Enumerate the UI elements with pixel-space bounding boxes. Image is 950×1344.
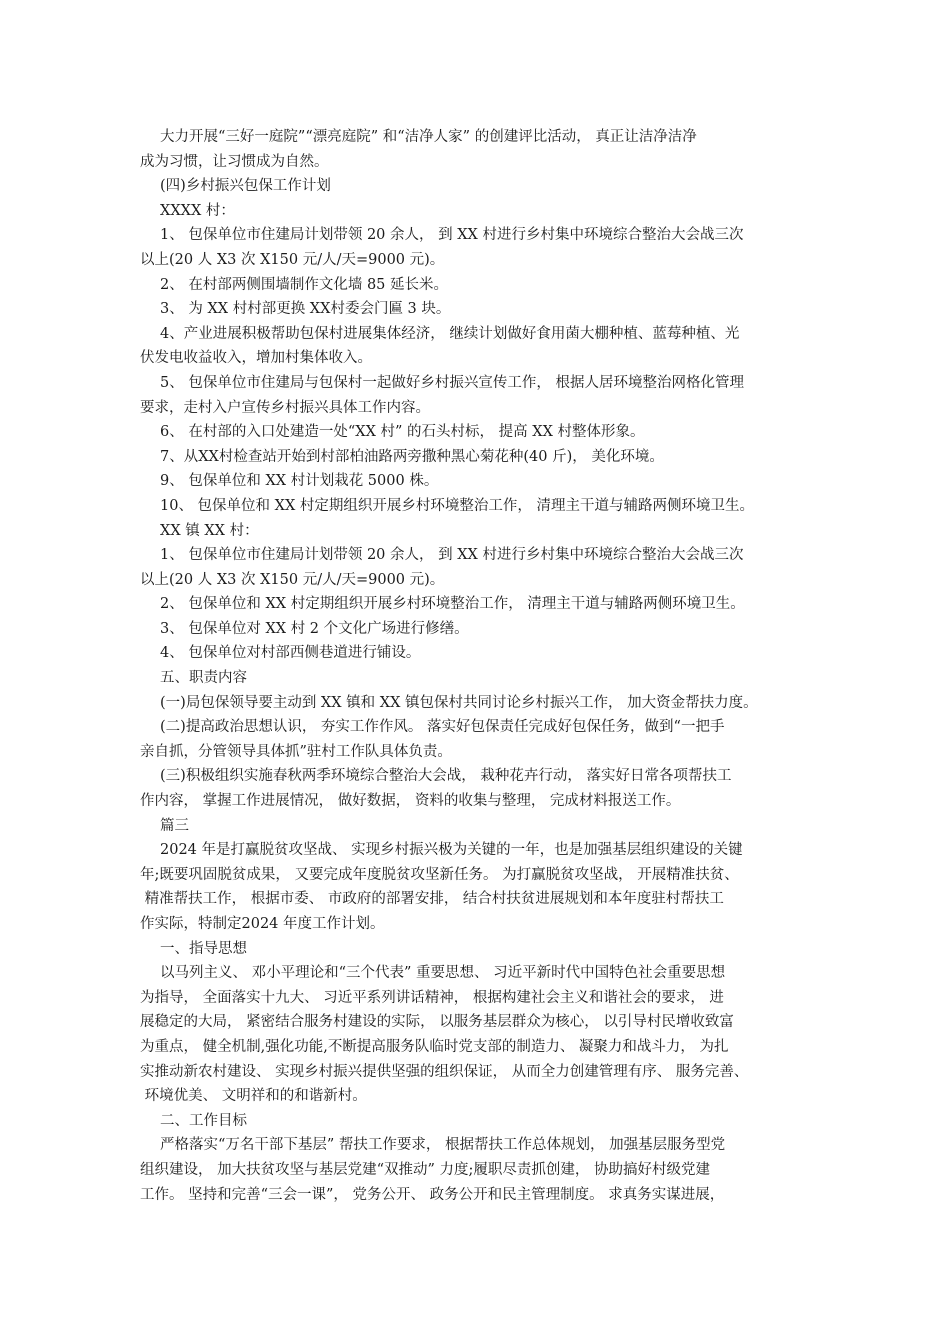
text-line: 为指导， 全面落实十九大、 习近平系列讲话精神， 根据构建社会主义和谐社会的要求， 进 bbox=[140, 989, 724, 1006]
text-line: (三)积极组织实施春秋两季环境综合整治大会战， 栽种花卉行动， 落实好日常各项帮扶工 bbox=[160, 768, 732, 785]
text-line: 五、职责内容 bbox=[160, 670, 247, 687]
document-body bbox=[140, 125, 820, 1207]
text-line: 工作。 坚持和完善“三会一课”， 党务公开、 政务公开和民主管理制度。 求真务实谋进展， bbox=[140, 1186, 725, 1203]
text-line: 组织建设， 加大扶贫攻坚与基层党建“双推动” 力度;履职尽责抓创建， 协助搞好村级党建 bbox=[140, 1161, 711, 1178]
text-line: 以马列主义、 邓小平理论和“三个代表” 重要思想、 习近平新时代中国特色社会重要思想 bbox=[160, 965, 726, 982]
text-line: 7、从XX村检查站开始到村部柏油路两旁撒种黑心菊花种(40 斤)， 美化环境。 bbox=[160, 448, 664, 465]
text-line: 大力开展“三好一庭院”“漂亮庭院” 和“洁净人家” 的创建评比活动， 真正让洁净洁净 bbox=[160, 129, 697, 145]
text-line: 9、 包保单位和 XX 村计划栽花 5000 株。 bbox=[160, 473, 439, 490]
text-line: 展稳定的大局， 紧密结合服务村建设的实际， 以服务基层群众为核心， 以引导村民增收致富 bbox=[140, 1014, 734, 1031]
text-line: 作内容， 掌握工作进展情况， 做好数据， 资料的收集与整理， 完成材料报送工作。 bbox=[140, 793, 681, 810]
text-line: 作实际，特制定2024 年度工作计划。 bbox=[140, 916, 385, 932]
text-line: XXXX 村： bbox=[160, 202, 235, 219]
text-line: 严格落实“万名干部下基层” 帮扶工作要求， 根据帮扶工作总体规划， 加强基层服务型党 bbox=[160, 1137, 726, 1154]
text-line: 伏发电收益收入，增加村集体收入。 bbox=[140, 350, 372, 367]
text-line: 3、 为 XX 村村部更换 XX村委会门匾 3 块。 bbox=[160, 301, 451, 318]
text-line: 二、工作目标 bbox=[160, 1112, 247, 1129]
text-line: 1、 包保单位市住建局计划带领 20 余人， 到 XX 村进行乡村集中环境综合整治大会战三次 bbox=[160, 547, 744, 564]
text-line: 2024 年是打赢脱贫攻坚战、 实现乡村振兴极为关键的一年，也是加强基层组织建设的关键 bbox=[160, 842, 743, 859]
text-line: 一、指导思想 bbox=[160, 940, 247, 957]
text-line: 亲自抓，分管领导具体抓”驻村工作队具体负责。 bbox=[140, 743, 452, 760]
text-line: 以上(20 人 X3 次 X150 元/人/天=9000 元)。 bbox=[140, 571, 445, 588]
text-line: 1、 包保单位市住建局计划带领 20 余人， 到 XX 村进行乡村集中环境综合整治大会战三次 bbox=[160, 227, 744, 244]
text-line: 实推动新农村建设、 实现乡村振兴提供坚强的组织保证， 从而全力创建管理有序、 服务完善、 bbox=[140, 1063, 749, 1080]
text-line: (一)局包保领导要主动到 XX 镇和 XX 镇包保村共同讨论乡村振兴工作， 加大资金帮扶力度。 bbox=[160, 694, 758, 711]
text-line: 为重点， 健全机制,强化功能,不断提高服务队临时党支部的制造力、 凝聚力和战斗力， 为扎 bbox=[140, 1038, 729, 1055]
text-line: 以上(20 人 X3 次 X150 元/人/天=9000 元)。 bbox=[140, 251, 445, 268]
text-line: 4、产业进展积极帮助包保村进展集体经济， 继续计划做好食用菌大棚种植、蓝莓种植、光 bbox=[160, 325, 740, 342]
text-line: 成为习惯，让习惯成为自然。 bbox=[140, 153, 329, 170]
text-line: XX 镇 XX 村： bbox=[160, 522, 259, 539]
text-line: 2、 在村部两侧围墙制作文化墙 85 延长米。 bbox=[160, 276, 449, 293]
text-line: (四)乡村振兴包保工作计划 bbox=[160, 178, 331, 195]
text-line: 6、 在村部的入口处建造一处“XX 村” 的石头村标， 提高 XX 村整体形象。 bbox=[160, 424, 645, 441]
text-line: 10、 包保单位和 XX 村定期组织开展乡村环境整治工作， 清理主干道与辅路两侧环境卫生。 bbox=[160, 497, 755, 514]
text-line: 环境优美、 文明祥和的和谐新村。 bbox=[140, 1088, 367, 1105]
text-line: (二)提高政治思想认识， 夯实工作作风。 落实好包保责任完成好包保任务，做到“一把手 bbox=[160, 719, 725, 736]
text-line: 4、 包保单位对村部西侧巷道进行铺设。 bbox=[160, 645, 421, 662]
text-line: 年;既要巩固脱贫成果， 又要完成年度脱贫攻坚新任务。 为打赢脱贫攻坚战， 开展精准扶贫、 bbox=[140, 866, 739, 883]
text-line: 精准帮扶工作， 根据市委、 市政府的部署安排， 结合村扶贫进展规划和本年度驻村帮扶工 bbox=[140, 891, 724, 908]
text-line: 5、 包保单位市住建局与包保村一起做好乡村振兴宣传工作， 根据人居环境整治网格化管理 bbox=[160, 374, 744, 391]
text-line: 要求，走村入户宣传乡村振兴具体工作内容。 bbox=[140, 399, 430, 416]
text-line: 篇三 bbox=[160, 817, 189, 834]
text-line: 3、 包保单位对 XX 村 2 个文化广场进行修缮。 bbox=[160, 620, 469, 637]
text-line: 2、 包保单位和 XX 村定期组织开展乡村环境整治工作， 清理主干道与辅路两侧环境卫生。 bbox=[160, 596, 745, 613]
